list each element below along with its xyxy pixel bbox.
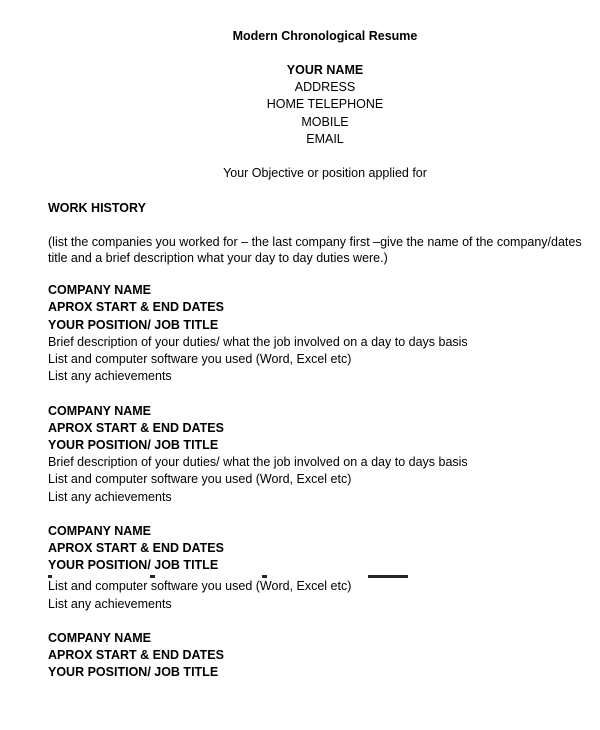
company-name: COMPANY NAME — [48, 524, 152, 538]
job-title: YOUR POSITION/ JOB TITLE — [48, 318, 219, 332]
software-used: List and computer software you used (Word, Excel etc) — [48, 472, 352, 486]
duties-description: Brief description of your duties/ what the job involved on a day to days basis — [48, 335, 468, 349]
duties-description: Brief description of your duties/ what the job involved on a day to days basis — [48, 455, 468, 469]
achievements: List any achievements — [48, 369, 172, 383]
contact-name: YOUR NAME — [286, 63, 364, 77]
contact-home-telephone: HOME TELEPHONE — [266, 97, 384, 111]
contact-email: EMAIL — [306, 132, 344, 146]
software-used: List and computer software you used (Word, Excel etc) — [48, 579, 352, 593]
instructions-line-2: title and a brief description what your day to day duties were.) — [48, 251, 388, 265]
work-history-heading: WORK HISTORY — [48, 201, 146, 215]
clipped-text-fragment — [368, 575, 408, 578]
company-name: COMPANY NAME — [48, 631, 152, 645]
job-title: YOUR POSITION/ JOB TITLE — [48, 665, 219, 679]
employment-dates: APROX START & END DATES — [48, 648, 224, 662]
objective-line: Your Objective or position applied for — [223, 166, 427, 180]
company-name: COMPANY NAME — [48, 404, 152, 418]
software-used: List and computer software you used (Word, Excel etc) — [48, 352, 352, 366]
achievements: List any achievements — [48, 597, 172, 611]
job-title: YOUR POSITION/ JOB TITLE — [48, 438, 219, 452]
contact-address: ADDRESS — [294, 80, 356, 94]
company-name: COMPANY NAME — [48, 283, 152, 297]
instructions-line-1: (list the companies you worked for – the last company first –give the name of the company/dates — [48, 235, 582, 249]
job-title: YOUR POSITION/ JOB TITLE — [48, 558, 219, 572]
employment-dates: APROX START & END DATES — [48, 541, 224, 555]
employment-dates: APROX START & END DATES — [48, 300, 224, 314]
document-title: Modern Chronological Resume — [232, 29, 418, 43]
work-history-instructions — [48, 234, 588, 266]
employment-dates: APROX START & END DATES — [48, 421, 224, 435]
achievements: List any achievements — [48, 490, 172, 504]
contact-mobile: MOBILE — [301, 115, 349, 129]
